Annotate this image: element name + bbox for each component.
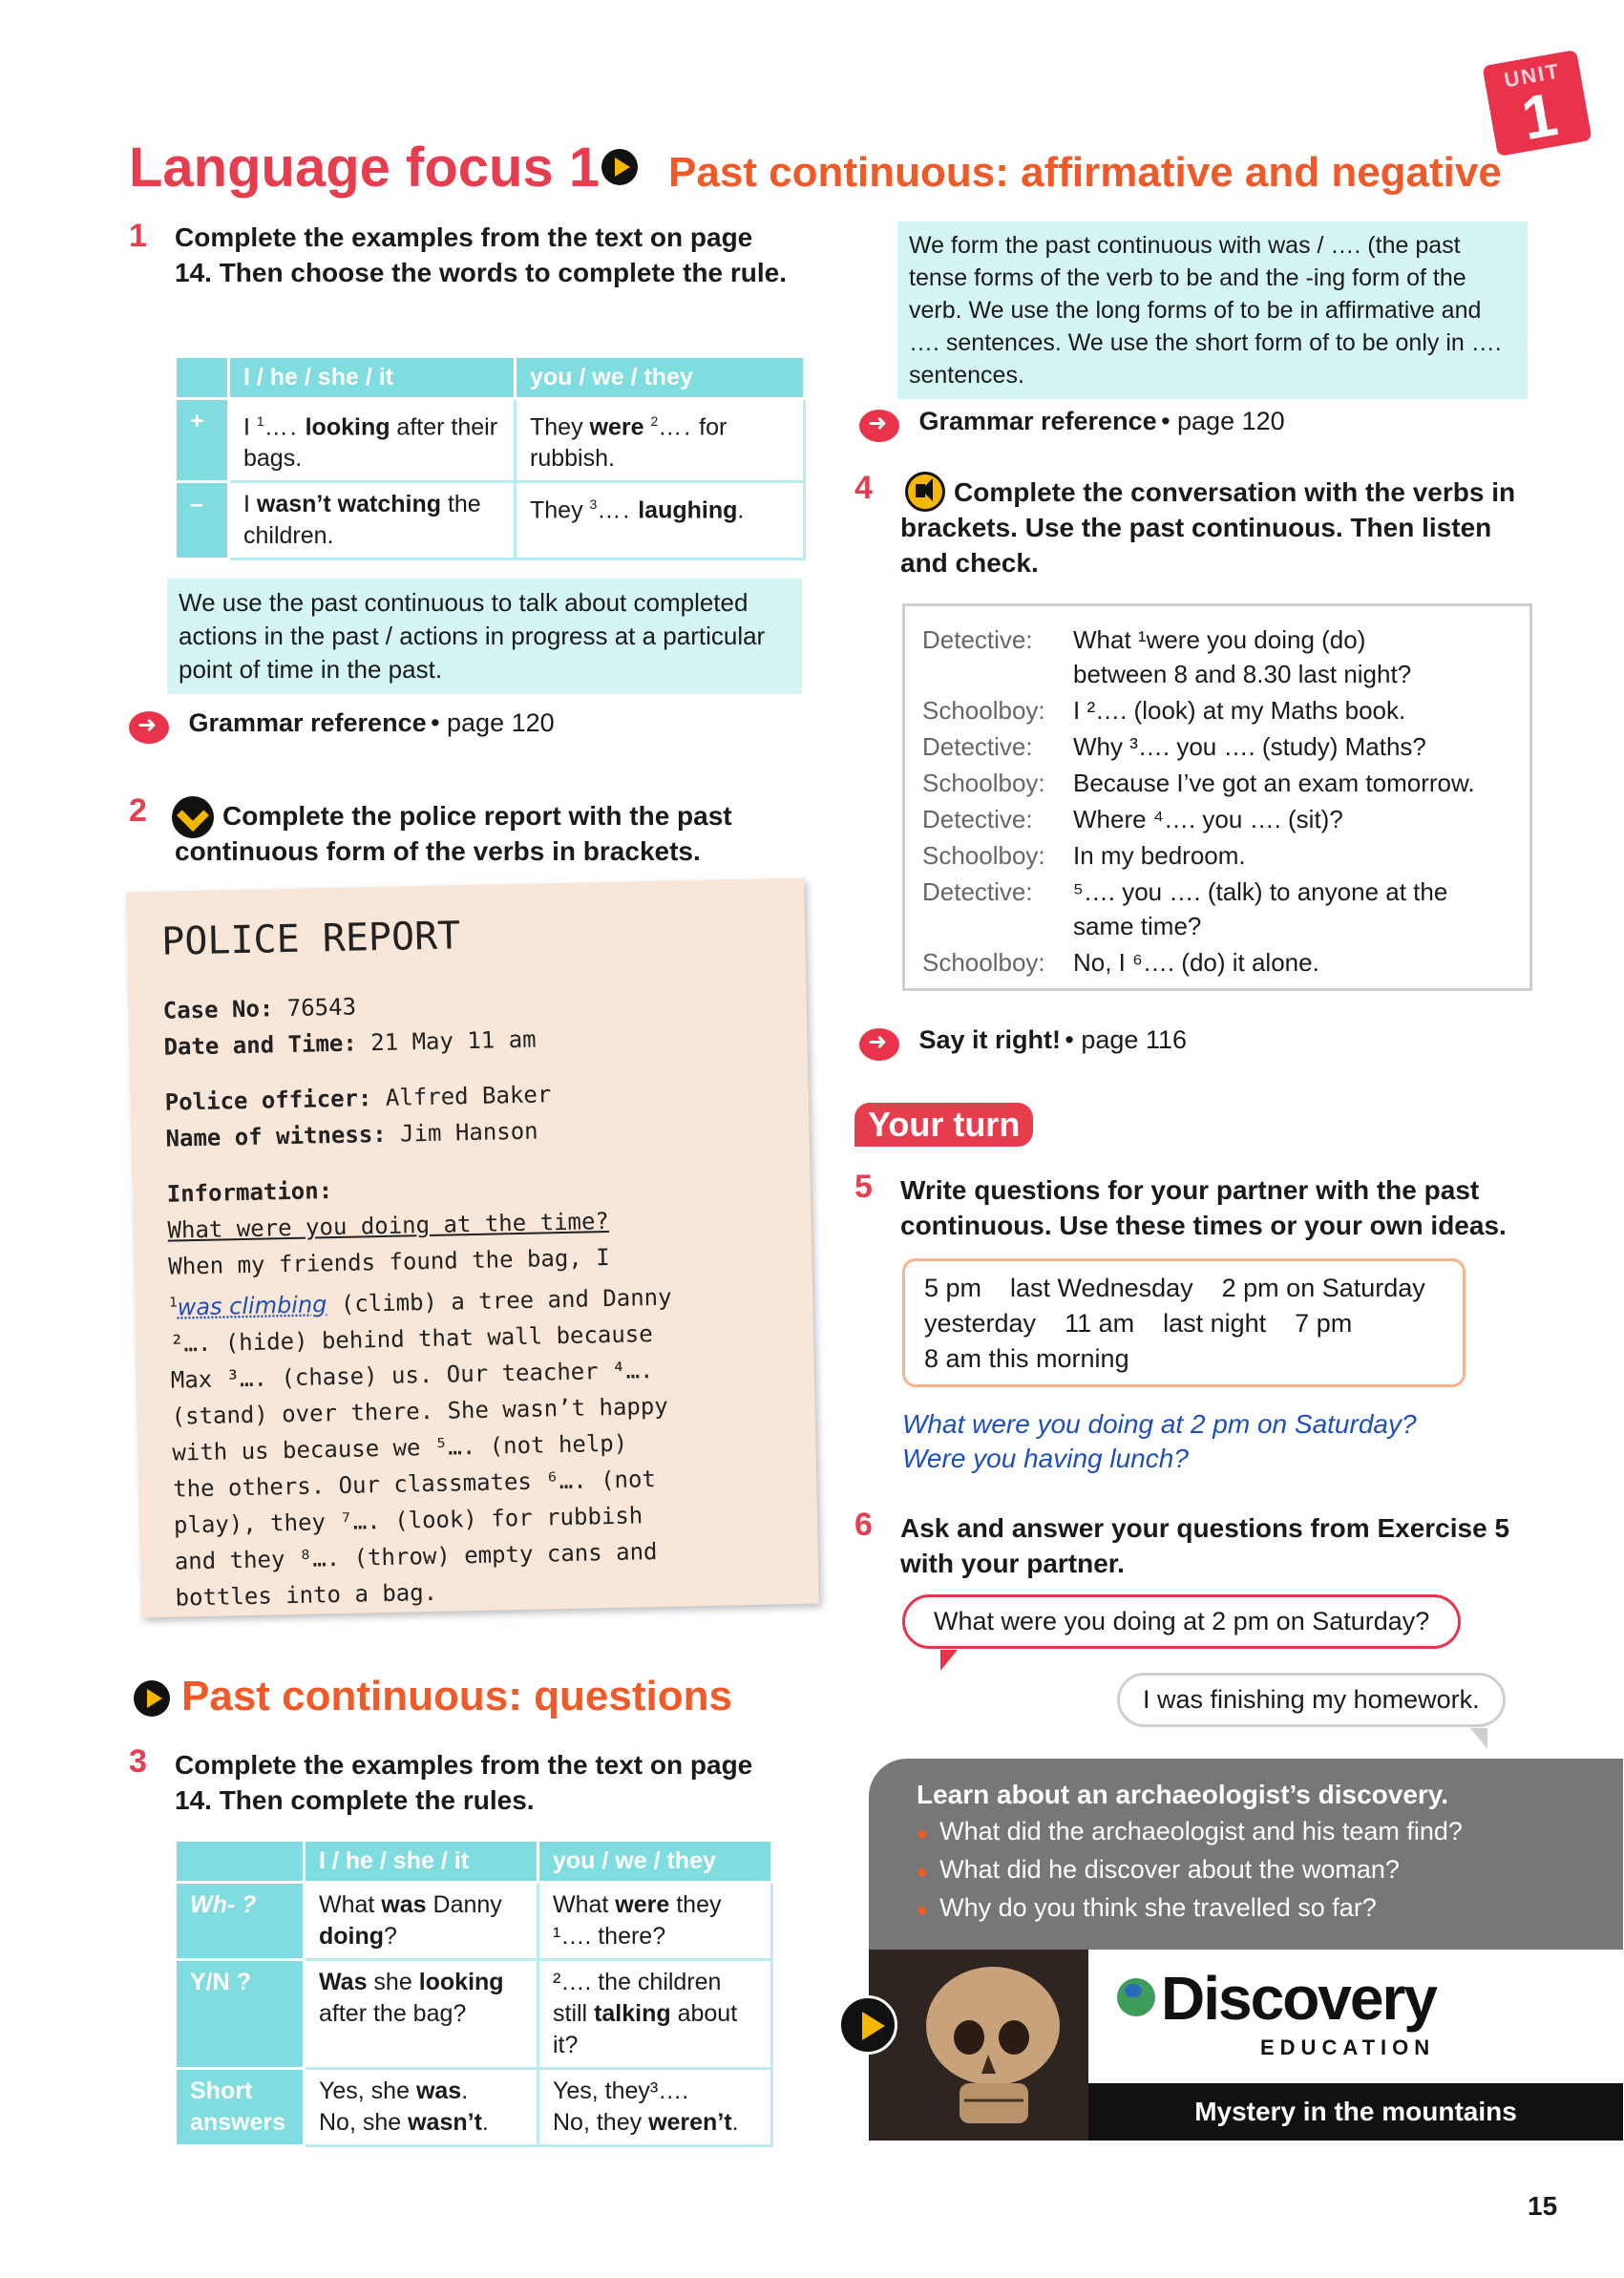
table-cell: What were they ¹…. there? — [538, 1883, 772, 1960]
skull-video-thumbnail[interactable] — [869, 1950, 1088, 2141]
rule-box: We use the past continuous to talk about completed actions in the past / actions in progress at a particular point of time in the past. — [167, 579, 802, 694]
play-icon[interactable] — [134, 1680, 170, 1721]
table-row — [176, 482, 805, 559]
exercise-number: 5 — [854, 1169, 873, 1205]
table-row — [176, 1883, 772, 1960]
table-cell: Yes, she was. No, she wasn’t. — [305, 2069, 538, 2146]
play-video-button[interactable] — [838, 1995, 897, 2055]
dialogue-line: Detective: What ¹were you doing (do) — [922, 625, 1366, 654]
page-number: 15 — [1528, 2191, 1558, 2221]
your-turn-badge: Your turn — [854, 1103, 1033, 1147]
table-cell: I $^1$…. looking after their bags. — [229, 399, 516, 482]
dialogue-line: Schoolboy: In my bedroom. — [922, 841, 1246, 870]
dialogue-line: Detective: ⁵…. you …. (talk) to anyone at the — [922, 877, 1448, 906]
speech-bubble-answer: I was finishing my homework. — [1117, 1673, 1506, 1727]
list-item: ● What did he discover about the woman? — [917, 1855, 1400, 1884]
dialogue-line: Schoolboy: No, I ⁶…. (do) it alone. — [922, 948, 1319, 977]
exercise-instruction: Complete the examples from the text on page 14. Then complete the rules. — [175, 1750, 753, 1815]
video-caption: Mystery in the mountains — [1088, 2083, 1623, 2141]
dialogue-line: Detective: Why ³…. you …. (study) Maths? — [922, 732, 1426, 761]
table-header: you / we / they — [516, 357, 805, 399]
table-header: I / he / she / it — [229, 357, 516, 399]
row-label: Y/N ? — [176, 1960, 305, 2069]
discovery-panel — [869, 1759, 1623, 1950]
exercise-number: 3 — [129, 1743, 147, 1780]
unit-tab — [1482, 50, 1592, 157]
section-title: Past continuous: questions — [181, 1673, 732, 1719]
table-row — [176, 2069, 772, 2146]
grammar-reference-link[interactable]: ➜ Grammar reference • page 120 — [859, 407, 1285, 442]
section-subtitle: Past continuous: affirmative and negative — [668, 149, 1502, 196]
table-header: you / we / they — [538, 1841, 772, 1883]
rule-box: We form the past continuous with was / …. (the past tense forms of the verb to be and the -ing form of the verb. We use the long forms of to be in affirmative and …. sentences. We use the short form of to be only in …. sentences. — [897, 221, 1528, 399]
speech-tail — [940, 1650, 958, 1671]
table-cell: ²…. the children still talking about it? — [538, 1960, 772, 2069]
play-icon[interactable] — [601, 149, 638, 190]
table-cell: Was she looking after the bag? — [305, 1960, 538, 2069]
table-row — [176, 1960, 772, 2069]
arrow-right-icon — [129, 711, 169, 744]
dialogue-line: Schoolboy: Because I’ve got an exam tomorrow. — [922, 769, 1475, 797]
arrow-right-icon — [859, 1028, 899, 1061]
times-box: 5 pm last Wednesday 2 pm on Saturday yesterday 11 am last night 7 pm 8 am this morning — [902, 1258, 1466, 1387]
exercise-number: 1 — [129, 218, 147, 254]
speech-bubble-question: What were you doing at 2 pm on Saturday? — [902, 1594, 1461, 1649]
report-heading: POLICE REPORT — [160, 914, 461, 964]
row-label: Short answers — [176, 2069, 305, 2146]
list-item: ● What did the archaeologist and his team find? — [917, 1817, 1463, 1846]
row-label: Wh- ? — [176, 1883, 305, 1960]
dialogue-line: Detective: Where ⁴…. you …. (sit)? — [922, 805, 1343, 833]
table-cell: They were $^2$…. for rubbish. — [516, 399, 805, 482]
exercise-number: 2 — [129, 792, 147, 829]
discovery-heading: Learn about an archaeologist’s discovery. — [917, 1780, 1449, 1809]
exercise-instruction: Write questions for your partner with the past continuous. Use these times or your own ideas. — [900, 1175, 1507, 1240]
unit-number: 1 — [1516, 79, 1563, 154]
dialogue-line-continued: between 8 and 8.30 last night? — [1073, 660, 1412, 688]
table-cell: They $^3$…. laughing. — [516, 482, 805, 559]
model-answer: What were you doing at 2 pm on Saturday? Were you having lunch? — [902, 1409, 1417, 1473]
exercise-instruction: Complete the conversation with the verbs in brackets. Use the past continuous. Then listen and check. — [900, 477, 1516, 578]
arrow-right-icon — [859, 410, 899, 442]
globe-icon — [1117, 1978, 1155, 2016]
list-item: ● Why do you think she travelled so far? — [917, 1893, 1377, 1922]
exercise-number: 4 — [854, 470, 873, 506]
exercise-number: 6 — [854, 1507, 873, 1543]
say-it-right-link[interactable]: ➜ Say it right! • page 116 — [859, 1025, 1187, 1061]
row-label: – — [176, 482, 229, 559]
table-cell: Yes, they³…. No, they weren’t. — [538, 2069, 772, 2146]
conversation-box — [902, 603, 1532, 991]
exercise-instruction: Ask and answer your questions from Exercise 5 with your partner. — [900, 1513, 1510, 1578]
table-row — [176, 399, 805, 482]
police-report: POLICE REPORT Case No: 76543 Date and Time: 21 May 11 am Police officer: Alfred Baker Name of witness: Jim Hanson Information: What were you doing at the time? When my friends found the bag, I $^1$was climbing (climb) a tree and Danny ²…. (hide) behind that wall because Max ³…. (chase) us. Our teacher ⁴…. (stand) over there. She wasn’t happy with us because we ⁵…. (not help) the others. Our classmates ⁶…. (not play), they ⁷…. (look) for rubbish and they ⁸…. (throw) empty cans and bottles into a bag. — [126, 878, 819, 1618]
exercise-instruction: Complete the police report with the past continuous form of the verbs in brackets. — [175, 801, 732, 866]
discovery-logo: Discovery EDUCATION — [1088, 1950, 1623, 2083]
dialogue-line: Schoolboy: I ²…. (look) at my Maths book. — [922, 696, 1406, 725]
exercise-instruction: Complete the examples from the text on page 14. Then choose the words to complete the rule. — [175, 222, 788, 287]
dialogue-line-continued: same time? — [1073, 912, 1202, 940]
table-cell: What was Danny doing? — [305, 1883, 538, 1960]
table-header: I / he / she / it — [305, 1841, 538, 1883]
speech-tail — [1470, 1728, 1487, 1749]
grammar-table-affirmative — [174, 355, 806, 560]
unit-label: UNIT — [1502, 58, 1563, 93]
page-title: Language focus 1 — [129, 137, 601, 199]
grammar-table-questions — [174, 1839, 773, 2147]
row-label: + — [176, 399, 229, 482]
table-cell: I wasn’t watching the children. — [229, 482, 516, 559]
grammar-reference-link[interactable]: ➜ Grammar reference • page 120 — [129, 708, 555, 744]
